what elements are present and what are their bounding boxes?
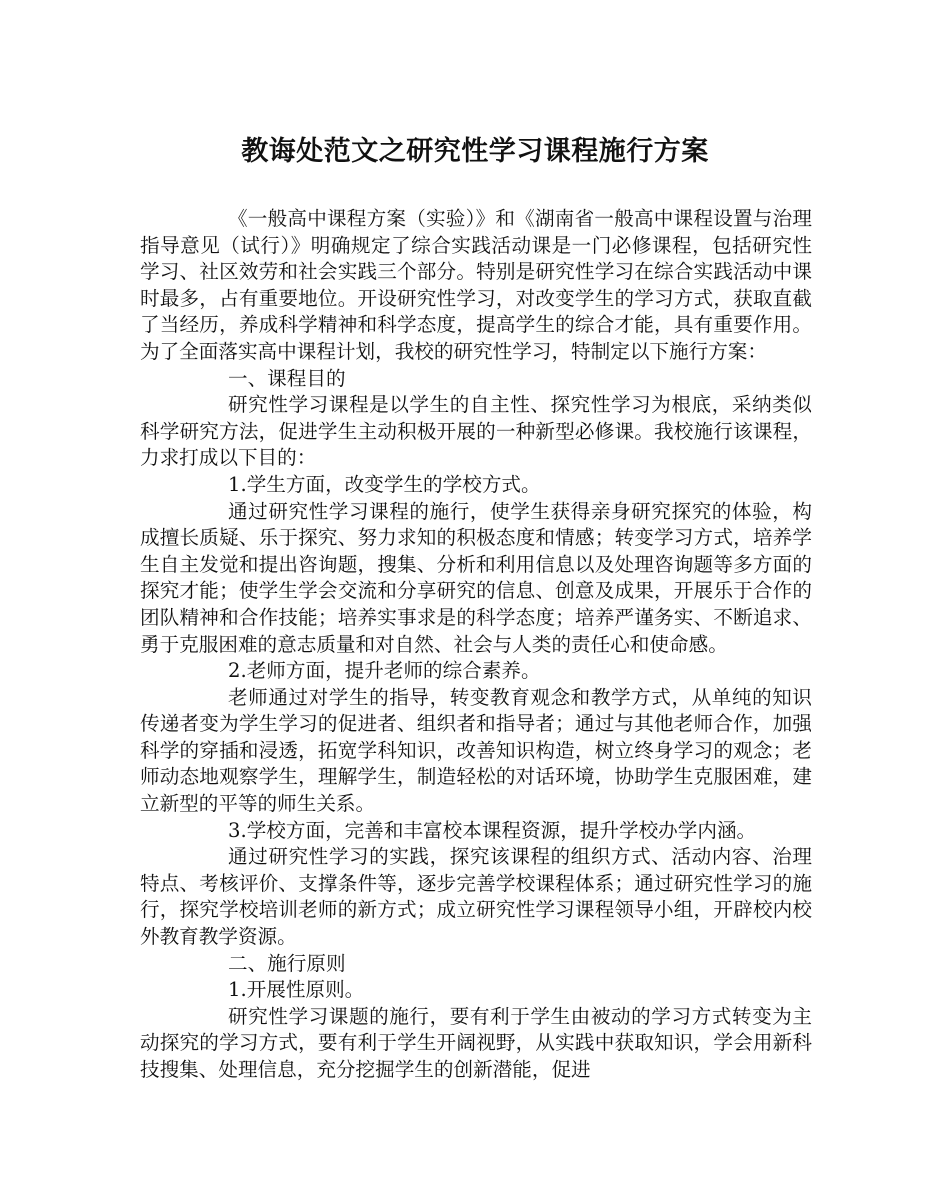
heading-principles: 二、施行原则 xyxy=(228,951,346,975)
paragraph-course-definition: 研究性学习课程是以学生的自主性、探究性学习为根底，采纳类似科学研究方法，促进学生主动积极开展的一种新型必修课。我校施行该课程，力求打成以下目的： xyxy=(140,393,812,470)
subheading-school: 3.学校方面，完善和丰富校本课程资源，提升学校办学内涵。 xyxy=(228,818,757,842)
document-title: 教诲处范文之研究性学习课程施行方案 xyxy=(241,136,709,167)
subheading-teachers: 2.老师方面，提升老师的综合素养。 xyxy=(228,659,541,683)
document-body xyxy=(140,206,812,1084)
subheading-students: 1.学生方面，改变学生的学校方式。 xyxy=(228,472,541,496)
paragraph-students: 通过研究性学习课程的施行，使学生获得亲身研究探究的体验，构成擅长质疑、乐于探究、努力求知的积极态度和情感；转变学习方式，培养学生自主发觉和提出咨询题，搜集、分析和利用信息以及处理咨询题等多方面的探究才能；使学生学会交流和分享研究的信息、创意及成果，开展乐于合作的团队精神和合作技能；培养实事求是的科学态度；培养严谨务实、不断追求、勇于克服困难的意志质量和对自然、社会与人类的责任心和使命感。 xyxy=(140,499,812,656)
paragraph-school: 通过研究性学习的实践，探究该课程的组织方式、活动内容、治理特点、考核评价、支撑条件等，逐步完善学校课程体系；通过研究性学习的施行，探究学校培训老师的新方式；成立研究性学习课程领导小组，开辟校内校外教育教学资源。 xyxy=(140,845,812,949)
paragraph-teachers: 老师通过对学生的指导，转变教育观念和教学方式，从单纯的知识传递者变为学生学习的促进者、组织者和指导者；通过与其他老师合作，加强科学的穿插和浸透，拓宽学科知识，改善知识构造，树立终身学习的观念；老师动态地观察学生，理解学生，制造轻松的对话环境，协助学生克服困难，建立新型的平等的师生关系。 xyxy=(140,685,812,816)
paragraph-development-principle: 研究性学习课题的施行，要有利于学生由被动的学习方式转变为主动探究的学习方式，要有利于学生开阔视野，从实践中获取知识，学会用新科技搜集、处理信息，充分挖掘学生的创新潜能，促进 xyxy=(140,1004,812,1081)
subheading-development-principle: 1.开展性原则。 xyxy=(228,978,365,1002)
heading-course-goals: 一、课程目的 xyxy=(228,366,346,390)
paragraph-intro: 《一般高中课程方案（实验）》和《湖南省一般高中课程设置与治理指导意见（试行）》明确规定了综合实践活动课是一门必修课程，包括研究性学习、社区效劳和社会实践三个部分。特别是研究性学习在综合实践活动中课时最多，占有重要地位。开设研究性学习，对改变学生的学习方式，获取直截了当经历，养成科学精神和科学态度，提高学生的综合才能，具有重要作用。为了全面落实高中课程计划，我校的研究性学习，特制定以下施行方案： xyxy=(140,207,812,363)
